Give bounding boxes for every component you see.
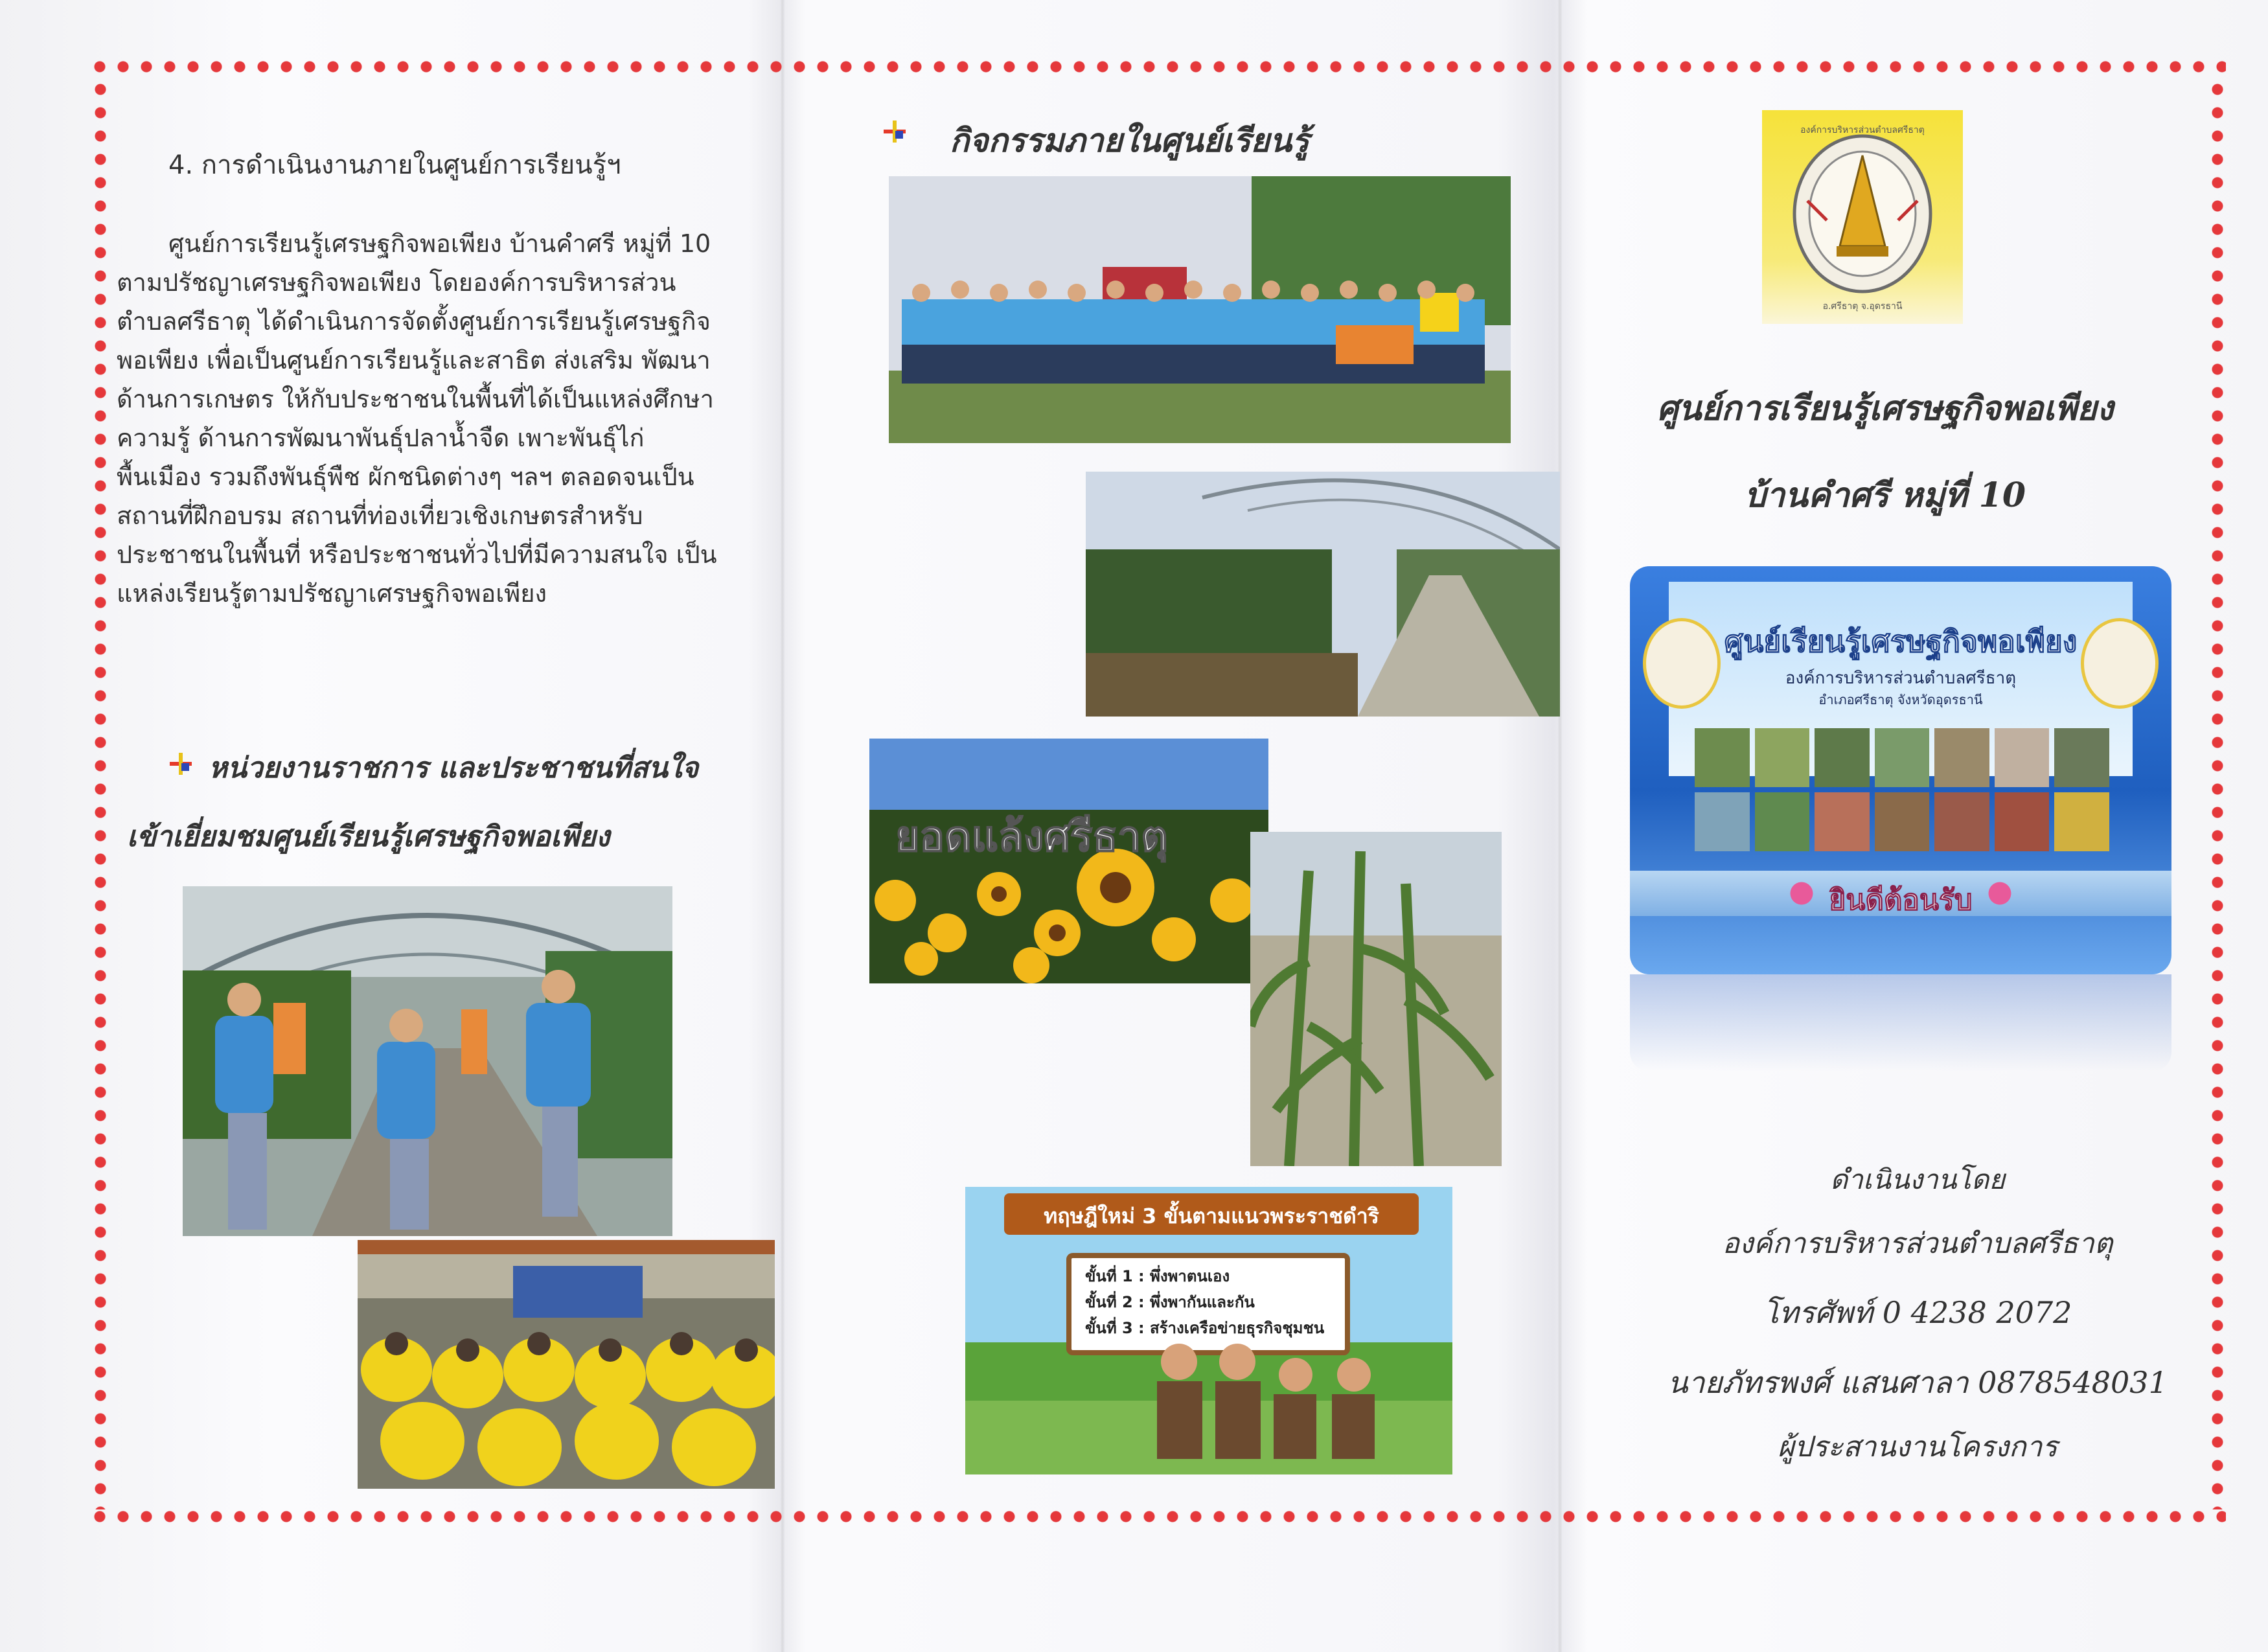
theory-step: ขั้นที่ 3 : สร้างเครือข่ายธุรกิจชุมชน [1085,1319,1325,1337]
paragraph-line: แหล่งเรียนรู้ตามปรัชญาเศรษฐกิจพอเพียง [117,579,547,608]
theory-step: ขั้นที่ 1 : พึ่งพาตนเอง [1085,1267,1230,1285]
center-title-line2: บ้านคำศรี หมู่ที่ 10 [1744,476,2026,515]
entrance-sign [1630,566,2171,974]
theory-banner-title: ทฤษฎีใหม่ 3 ขั้นตามแนวพระราชดำริ [1044,1204,1379,1228]
photo-corn-field [1250,832,1502,1166]
bullet-icon [884,120,906,143]
fold-line-left [781,0,785,1652]
flower-left [1785,871,1818,916]
center-title-line1: ศูนย์การเรียนรู้เศรษฐกิจพอเพียง [1656,389,2114,428]
logo-ring-bottom-text: อ.ศรีธาตุ จ.อุดรธานี [1822,301,1903,312]
theory-banner [965,1187,1452,1474]
paragraph-line: ตำบลศรีธาตุ ได้ดำเนินการจัดตั้งศูนย์การเรียนรู้เศรษฐกิจ [117,307,711,336]
coordinator-contact: นายภัทรพงศ์ แสนศาลา 0878548031 [1667,1365,2168,1400]
paragraph-line: สถานที่ฝึกอบรม สถานที่ท่องเที่ยวเชิงเกษตรสำหรับ [117,501,643,530]
paragraph-line: พื้นเมือง รวมถึงพันธุ์พืช ผักชนิดต่างๆ ฯลฯ ตลอดจนเป็น [117,463,694,491]
org-name: องค์การบริหารส่วนตำบลศรีธาตุ [1722,1227,2113,1260]
phone-number: โทรศัพท์ 0 4238 2072 [1763,1295,2072,1330]
bullet-icon [170,753,192,775]
paragraph-line: ประชาชนในพื้นที่ หรือประชาชนทั่วไปที่มีความสนใจ เป็น [117,540,717,569]
dotted-border-left [91,78,110,1509]
photo-sunflower-field [869,739,1268,983]
operated-by-label: ดำเนินงานโดย [1830,1164,2005,1195]
flower-right [1984,871,2016,916]
paragraph-line: ความรู้ ด้านการพัฒนาพันธุ์ปลาน้ำจืด เพาะพันธุ์ไก่ [117,424,645,452]
portrait-left [1643,618,1721,709]
intro-paragraph [117,224,771,613]
sunflower-sign-text: ยอดแล้งศรีธาตุ [895,813,1168,861]
fold-line-right [1558,0,1562,1652]
photo-group-staff [889,176,1511,443]
visitors-heading-line1: หน่วยงานราชการ และประชาชนที่สนใจ [209,751,699,785]
coordinator-role: ผู้ประสานงานโครงการ [1777,1430,2058,1463]
sign-photo-grid [1695,728,2109,851]
section-heading: 4. การดำเนินงานภายในศูนย์การเรียนรู้ฯ [168,150,621,180]
paragraph-line: ด้านการเกษตร ให้กับประชาชนในพื้นที่ได้เป็นแหล่งศึกษา [117,385,714,413]
seal-logo [1788,123,1937,317]
photo-meeting-audience [358,1240,775,1489]
photo-greenhouse-walkway [1086,472,1560,717]
sign-reflection [1630,974,2171,1072]
photo-visitors-walking [183,886,672,1236]
theory-steps [1085,1263,1324,1341]
activities-heading: กิจกรรมภายในศูนย์เรียนรู้ [950,121,1309,159]
dotted-border-top [88,57,2226,76]
sign-welcome: ยินดีต้อนรับ [1829,884,1973,917]
paragraph-line: พอเพียง เพื่อเป็นศูนย์การเรียนรู้และสาธิต ส่งเสริม พัฒนา [117,346,711,374]
visitors-heading-line2: เข้าเยี่ยมชมศูนย์เรียนรู้เศรษฐกิจพอเพียง [127,820,610,853]
paragraph-line: ตามปรัชญาเศรษฐกิจพอเพียง โดยองค์การบริหารส่วน [117,268,676,297]
sign-location: อำเภอศรีธาตุ จังหวัดอุดรธานี [1818,692,1983,707]
theory-step: ขั้นที่ 2 : พึ่งพากันและกัน [1085,1293,1255,1311]
dotted-border-bottom [88,1507,2226,1526]
sign-org: องค์การบริหารส่วนตำบลศรีธาตุ [1785,669,2017,688]
sign-title: ศูนย์เรียนรู้เศรษฐกิจพอเพียง [1724,624,2078,659]
logo-ring-top-text: องค์การบริหารส่วนตำบลศรีธาตุ [1800,125,1925,135]
paragraph-line: ศูนย์การเรียนรู้เศรษฐกิจพอเพียง บ้านคำศรี หมู่ที่ 10 [168,229,711,258]
portrait-right [2081,618,2159,709]
